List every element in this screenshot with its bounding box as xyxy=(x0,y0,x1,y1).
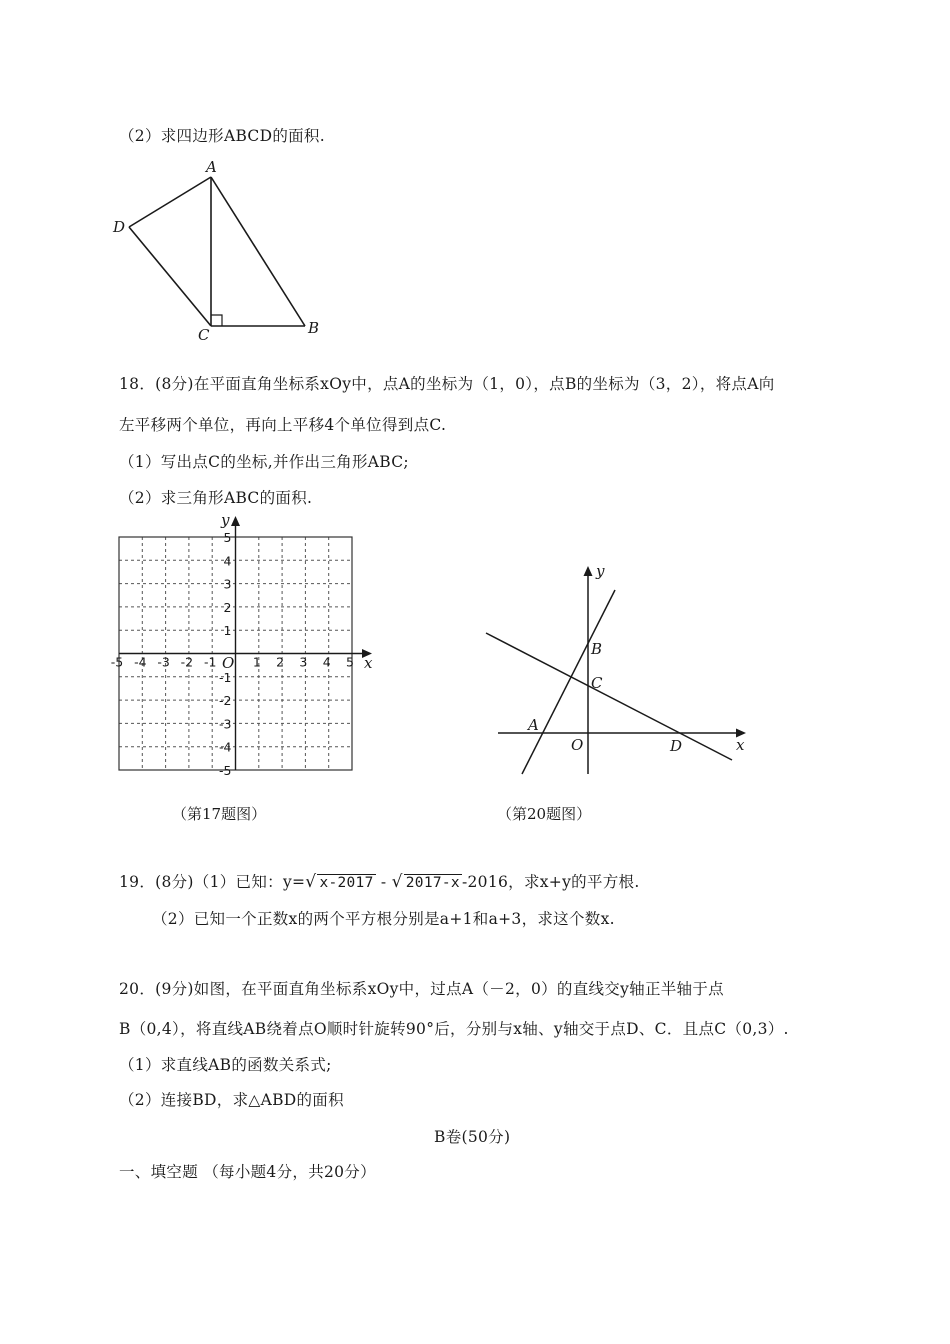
label-D: D xyxy=(670,737,683,755)
q18-part2: （2）求三角形ABC的面积. xyxy=(119,489,313,507)
q19-suffix: -2016，求x+y的平方根. xyxy=(461,873,640,891)
quadrilateral-figure xyxy=(105,155,325,345)
q19-radicand-2: 2017-x xyxy=(405,875,460,891)
x-tick-label: 3 xyxy=(299,654,308,670)
x-tick-label: 4 xyxy=(322,654,331,670)
label-C: C xyxy=(198,326,210,344)
y-axis-arrow xyxy=(231,516,240,526)
segment-DA xyxy=(129,177,211,227)
q17-part2: （2）求四边形ABCD的面积. xyxy=(119,127,325,145)
label-A: A xyxy=(206,158,217,176)
x-tick-label: -1 xyxy=(203,654,217,670)
q18-line1: 18．(8分)在平面直角坐标系xOy中，点A的坐标为（1，0），点B的坐标为（3，2），将点A向 xyxy=(119,375,775,393)
x-tick-label: -2 xyxy=(180,654,194,670)
q19-radicand-1: x-2017 xyxy=(319,875,374,891)
x-tick-label: 1 xyxy=(252,654,261,670)
coordinate-grid-figure xyxy=(110,510,380,780)
y-tick-label: -2 xyxy=(219,693,232,709)
y-axis-arrow xyxy=(584,566,593,576)
y-tick-label: 1 xyxy=(223,623,232,639)
y-tick-label: 5 xyxy=(223,530,232,545)
q20-line2: B（0,4），将直线AB绕着点O顺时针旋转90°后，分别与x轴、y轴交于点D、C．且点C（0,3）. xyxy=(119,1020,789,1038)
grid-y-label: y xyxy=(221,511,230,529)
grid-x-label: x xyxy=(364,654,373,672)
y-tick-label: 3 xyxy=(223,576,232,592)
label-x: x xyxy=(736,736,745,754)
label-y: y xyxy=(596,562,605,580)
label-O: O xyxy=(571,736,584,754)
y-tick-label: 4 xyxy=(223,553,232,569)
x-tick-label: -5 xyxy=(110,654,124,670)
q20-part1: （1）求直线AB的函数关系式; xyxy=(119,1056,332,1074)
q19-minus: - xyxy=(380,873,387,891)
y-tick-label: -4 xyxy=(219,739,232,755)
section-b-heading: 一、填空题 （每小题4分，共20分） xyxy=(119,1163,376,1181)
segment-AB xyxy=(211,177,305,326)
grid-figure-caption: （第17题图） xyxy=(172,805,267,823)
grid-origin-label: O xyxy=(222,654,235,672)
section-b-title: B卷(50分) xyxy=(434,1128,511,1146)
y-tick-label: -1 xyxy=(219,669,232,685)
line-CD xyxy=(486,633,732,760)
label-D: D xyxy=(113,218,126,236)
x-tick-label: -4 xyxy=(134,654,147,670)
q20-line1: 20．(9分)如图，在平面直角坐标系xOy中，过点A（－2，0）的直线交y轴正半轴于点 xyxy=(119,980,724,998)
x-tick-label: 2 xyxy=(276,654,285,670)
q20-part2: （2）连接BD，求△ABD的面积 xyxy=(119,1091,344,1109)
right-angle-mark xyxy=(211,315,222,326)
y-tick-label: -5 xyxy=(219,763,232,778)
y-tick-label: 2 xyxy=(223,599,232,615)
label-C: C xyxy=(591,674,603,692)
radical-sign-icon: √ xyxy=(305,872,317,892)
y-tick-label: -3 xyxy=(219,716,232,732)
segment-DC xyxy=(129,227,211,326)
q18-part1: （1）写出点C的坐标,并作出三角形ABC; xyxy=(119,453,409,471)
label-B: B xyxy=(308,319,320,337)
lines-figure-caption: （第20题图） xyxy=(497,805,592,823)
x-tick-label: -3 xyxy=(157,654,170,670)
q19-line1 xyxy=(119,870,640,892)
q18-line2: 左平移两个单位，再向上平移4个单位得到点C. xyxy=(119,416,447,434)
label-A: A xyxy=(528,716,539,734)
x-tick-label: 5 xyxy=(346,654,354,670)
label-B: B xyxy=(591,640,603,658)
q19-part2: （2）已知一个正数x的两个平方根分别是a+1和a+3，求这个数x. xyxy=(152,910,615,928)
radical-sign-icon: √ xyxy=(391,872,403,892)
q19-prefix: 19．(8分)（1）已知：y= xyxy=(119,873,306,891)
lines-figure xyxy=(480,562,760,777)
